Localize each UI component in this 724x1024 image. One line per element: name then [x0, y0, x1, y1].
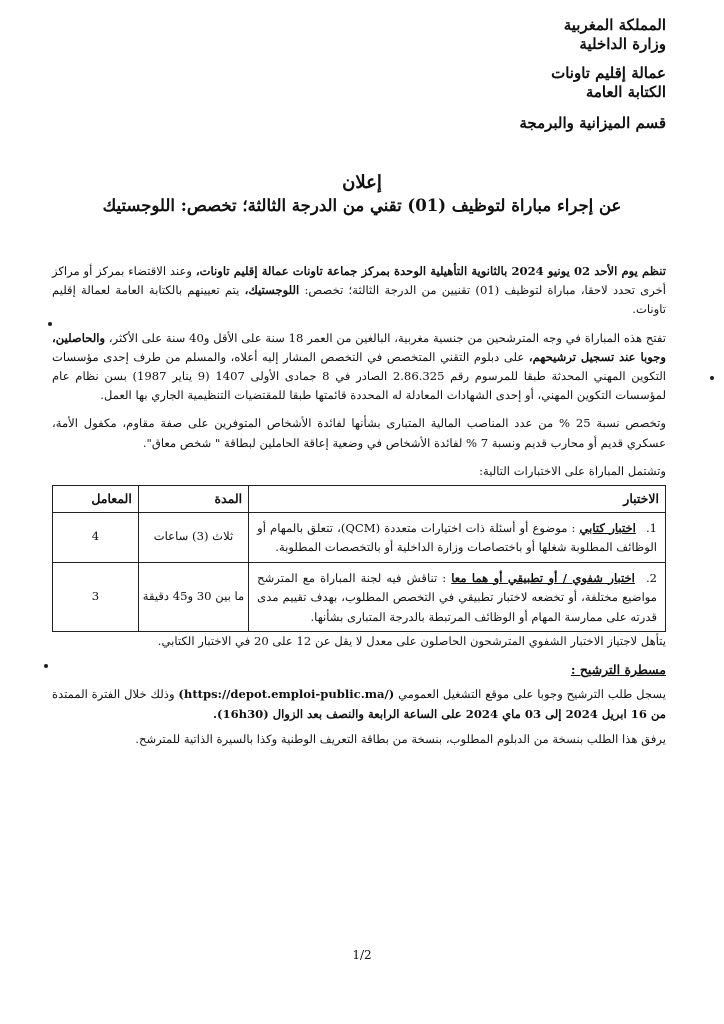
procedure-period-dates: من 16 ابريل 2024 إلى 03 ماي 2024 على الساعة الرابعة والنصف بعد الزوال (16h30). [212, 706, 666, 721]
exams-table [52, 485, 666, 632]
kingdom-name: المملكة المغربية [563, 16, 666, 34]
table-row [53, 512, 666, 562]
margin-dot [48, 322, 52, 326]
application-website-link[interactable]: (https://depot.emploi-public.ma/) [178, 687, 395, 702]
procedure-text: يسجل طلب الترشيح وجوبا على موقع التشغيل العمومي [398, 687, 666, 702]
letterhead [519, 16, 666, 133]
announcement-title: إعلان [342, 172, 382, 193]
header-duration: المدة [138, 486, 248, 513]
quota-paragraph: وتخصص نسبة 25 % من عدد المناصب المالية المتبارى بشأنها لفائدة الأشخاص المتوفرين على صفة مقاوم، مكفول الأمة، عسكري قديم أو محارب قديم ونسبة 7 % لفائدة الأشخاص في وضعية إعاقة الحاملين لبطاقة " شخص معاق". [52, 416, 666, 450]
ministry-name: وزارة الداخلية [579, 35, 666, 53]
header-coefficient: المعامل [53, 486, 139, 513]
intro-specialty: اللوجستيك، [244, 283, 300, 298]
eligibility-age: تفتح هذه المباراة في وجه المترشحين من جنسية مغربية، البالغين من العمر 18 سنة على الأقل و40 سنة على الأكثر، [108, 330, 666, 345]
division-name: قسم الميزانية والبرمجة [519, 114, 666, 132]
intro-assignment: يتم تعيينهم بالكتابة العامة لعمالة إقليم تاونات. [52, 283, 666, 317]
exams-table-header [53, 486, 666, 513]
intro-text: وعند الاقتضاء بمركز أو مراكز أخرى تحدد لاحقا، مباراة لتوظيف (01) تقنيين من الدرجة الثالثة؛ تخصص: [52, 264, 667, 298]
margin-dot [710, 376, 714, 380]
procedure-paragraph [52, 685, 666, 723]
exam-duration: ثلاث (3) ساعات [138, 512, 248, 562]
page-number: 1/2 [352, 948, 372, 962]
oral-qualification: يتأهل لاجتياز الاختبار الشفوي المترشحون الحاصلون على معدل لا يقل عن 12 على 20 في الاختبار الكتابي. [157, 634, 666, 649]
announcement-title-block [0, 172, 724, 218]
procedure-heading: مسطرة الترشيح : [570, 662, 666, 678]
general-secretariat: الكتابة العامة [585, 83, 666, 101]
table-row [53, 562, 666, 632]
header-test: الاختبار [249, 486, 666, 513]
exam-coefficient: 3 [53, 562, 139, 632]
intro-date-location: تنظم يوم الأحد 02 يونيو 2024 بالثانوية التأهيلية الوحدة بمركز جماعة تاونات عمالة إقليم تاونات، [195, 264, 667, 278]
procedure-period-intro: وذلك خلال الفترة الممتدة [52, 687, 175, 702]
announcement-body [52, 262, 666, 758]
exam-number: 2. [645, 570, 658, 585]
prefecture-name: عمالة إقليم تاونات [551, 64, 666, 82]
exam-title: اختبار كتابي [579, 520, 636, 535]
exam-details: : تناقش فيه لجنة المباراة مع المترشح مواضيع مختلفة، أو تخضعه لاختبار تطبيقي في التخصص المطلوب، بهدف تقييم مدى قدرته على ممارسة المهام أو الوظائف المرتبطة بالدرجة المتبارى بشأنها. [257, 570, 657, 624]
exam-number: 1. [645, 520, 658, 535]
exam-description [249, 512, 666, 562]
exam-coefficient: 4 [53, 512, 139, 562]
exam-description [249, 562, 666, 632]
intro-paragraph [52, 262, 666, 320]
attachments-paragraph: يرفق هذا الطلب بنسخة من الدبلوم المطلوب، بنسخة من بطاقة التعريف الوطنية وكذا بالسيرة الذاتية للمترشح. [135, 731, 666, 746]
margin-dot [44, 664, 48, 668]
exam-duration: ما بين 30 و45 دقيقة [138, 562, 248, 632]
eligibility-diploma: على دبلوم التقني المتخصص في التخصص المشار إليه أعلاه، والمسلم من طرف إحدى مؤسسات التكوين المهني المحدثة طبقا للمرسوم رقم 2.86.325 الصادر في 8 جمادى الأولى 1407 (9 يناير 1987) بسن نظام عام لمؤسسات التكوين المهني، أو إحدى الشهادات المعادلة له المحددة قائمتها طبقا للمقتضيات التنظيمية الجاري بها العمل. [52, 349, 666, 403]
exam-title: اختبار شفوي / أو تطبيقي أو هما معا [451, 570, 635, 585]
announcement-subtitle: عن إجراء مباراة لتوظيف (01) تقني من الدرجة الثالثة؛ تخصص: اللوجستيك [102, 196, 622, 215]
exam-details: : موضوع أو أسئلة ذات اختيارات متعددة (QCM)، تتعلق بالمهام أو الوظائف المطلوبة شغلها أو باختصاصات وزارة الداخلية أو بالتخصصات المطلوبة. [257, 520, 657, 555]
exams-intro: وتشتمل المباراة على الاختبارات التالية: [479, 463, 666, 478]
eligibility-mandatory: والحاصلين، وجوبا عند تسجيل ترشيحهم، [52, 330, 666, 364]
eligibility-paragraph [52, 329, 666, 406]
